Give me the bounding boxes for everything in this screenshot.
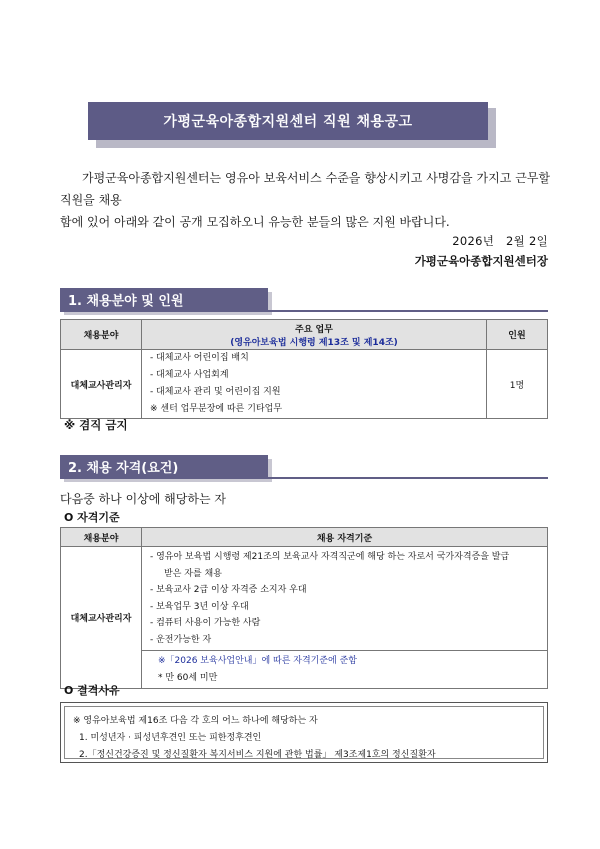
- section2-heading: 2. 채용 자격(요건): [60, 455, 268, 477]
- qualification-lead: 다음중 하나 이상에 해당하는 자: [60, 492, 226, 506]
- intro-paragraph: [60, 167, 550, 233]
- field-cell: 대체교사관리자: [61, 350, 142, 419]
- col-count-header: 인원: [487, 320, 548, 350]
- announcement-date: 2026년 2월 2일: [452, 234, 548, 248]
- disqualification-item: 2.「정신건강증진 및 정신질환자 복지서비스 지원에 관한 법률」 제3조제1호의 정신질환자: [79, 750, 436, 760]
- intro-line-2: 함에 있어 아래와 같이 공개 모집하오니 유능한 분들의 많은 지원 바랍니다.: [60, 215, 450, 229]
- col-duty-subtitle: (영유아보육법 시행령 제13조 및 제14조): [230, 337, 398, 348]
- age-limit-note: * 만 60세 미만: [158, 672, 218, 683]
- disqualification-box: [60, 702, 548, 763]
- duties-cell: [142, 350, 487, 419]
- criteria-item: 받은 자를 채용: [164, 568, 222, 579]
- disqualification-item: 1. 미성년자 · 피성년후견인 또는 피한정후견인: [79, 733, 262, 743]
- count-cell: 1명: [487, 350, 548, 419]
- criteria-item: - 운전가능한 자: [150, 634, 212, 645]
- duty-item: - 대체교사 사업회계: [150, 370, 229, 380]
- duty-item: - 대체교사 어린이집 배치: [150, 353, 249, 363]
- disqualification-subheading: O 결격사유: [64, 684, 120, 697]
- criteria-subheading: O 자격기준: [64, 511, 120, 524]
- col-duty-title: 주요 업무: [295, 324, 333, 335]
- intro-line-1: 가평군육아종합지원센터는 영유아 보육서비스 수준을 향상시키고 사명감을 가지고 근무할 직원을 채용: [60, 171, 550, 207]
- criteria-item: - 컴퓨터 사용이 가능한 사람: [150, 618, 261, 628]
- signer: 가평군육아종합지원센터장: [414, 254, 548, 268]
- duty-item: - 대체교사 관리 및 어린이집 지원: [150, 387, 281, 397]
- col-field-header: 채용분야: [61, 320, 142, 350]
- disqualification-lead: ※ 영유아보육법 제16조 다음 각 호의 어느 하나에 해당하는 자: [73, 716, 318, 726]
- section2-rule: [60, 477, 548, 479]
- qualification-table: [60, 527, 548, 689]
- criteria-item: - 영유아 보육법 시행령 제21조의 보육교사 자격직군에 해당 하는 자로서 국가자격증을 발급: [150, 552, 510, 562]
- criteria-item: - 보육교사 2급 이상 자격증 소지자 우대: [150, 585, 307, 595]
- col-criteria-header: 채용 자격기준: [142, 528, 548, 547]
- section1-heading: 1. 채용분야 및 인원: [60, 288, 268, 310]
- duty-item: ※ 센터 업무분장에 따른 기타업무: [150, 404, 283, 414]
- no-dual-employment-note: ※ 겸직 금지: [64, 418, 128, 432]
- criteria-note: ※「2026 보육사업안내」에 따른 자격기준에 준함: [158, 656, 357, 666]
- criteria-cell: [142, 547, 548, 651]
- field-cell: 대체교사관리자: [61, 547, 142, 689]
- section1-rule: [60, 310, 548, 312]
- col-field-header: 채용분야: [61, 528, 142, 547]
- disqualification-content: [64, 706, 544, 759]
- criteria-note-cell: [142, 651, 548, 689]
- page-title: 가평군육아종합지원센터 직원 채용공고: [88, 102, 488, 140]
- positions-table: [60, 319, 548, 419]
- criteria-item: - 보육업무 3년 이상 우대: [150, 601, 249, 612]
- col-duty-header: [142, 320, 487, 350]
